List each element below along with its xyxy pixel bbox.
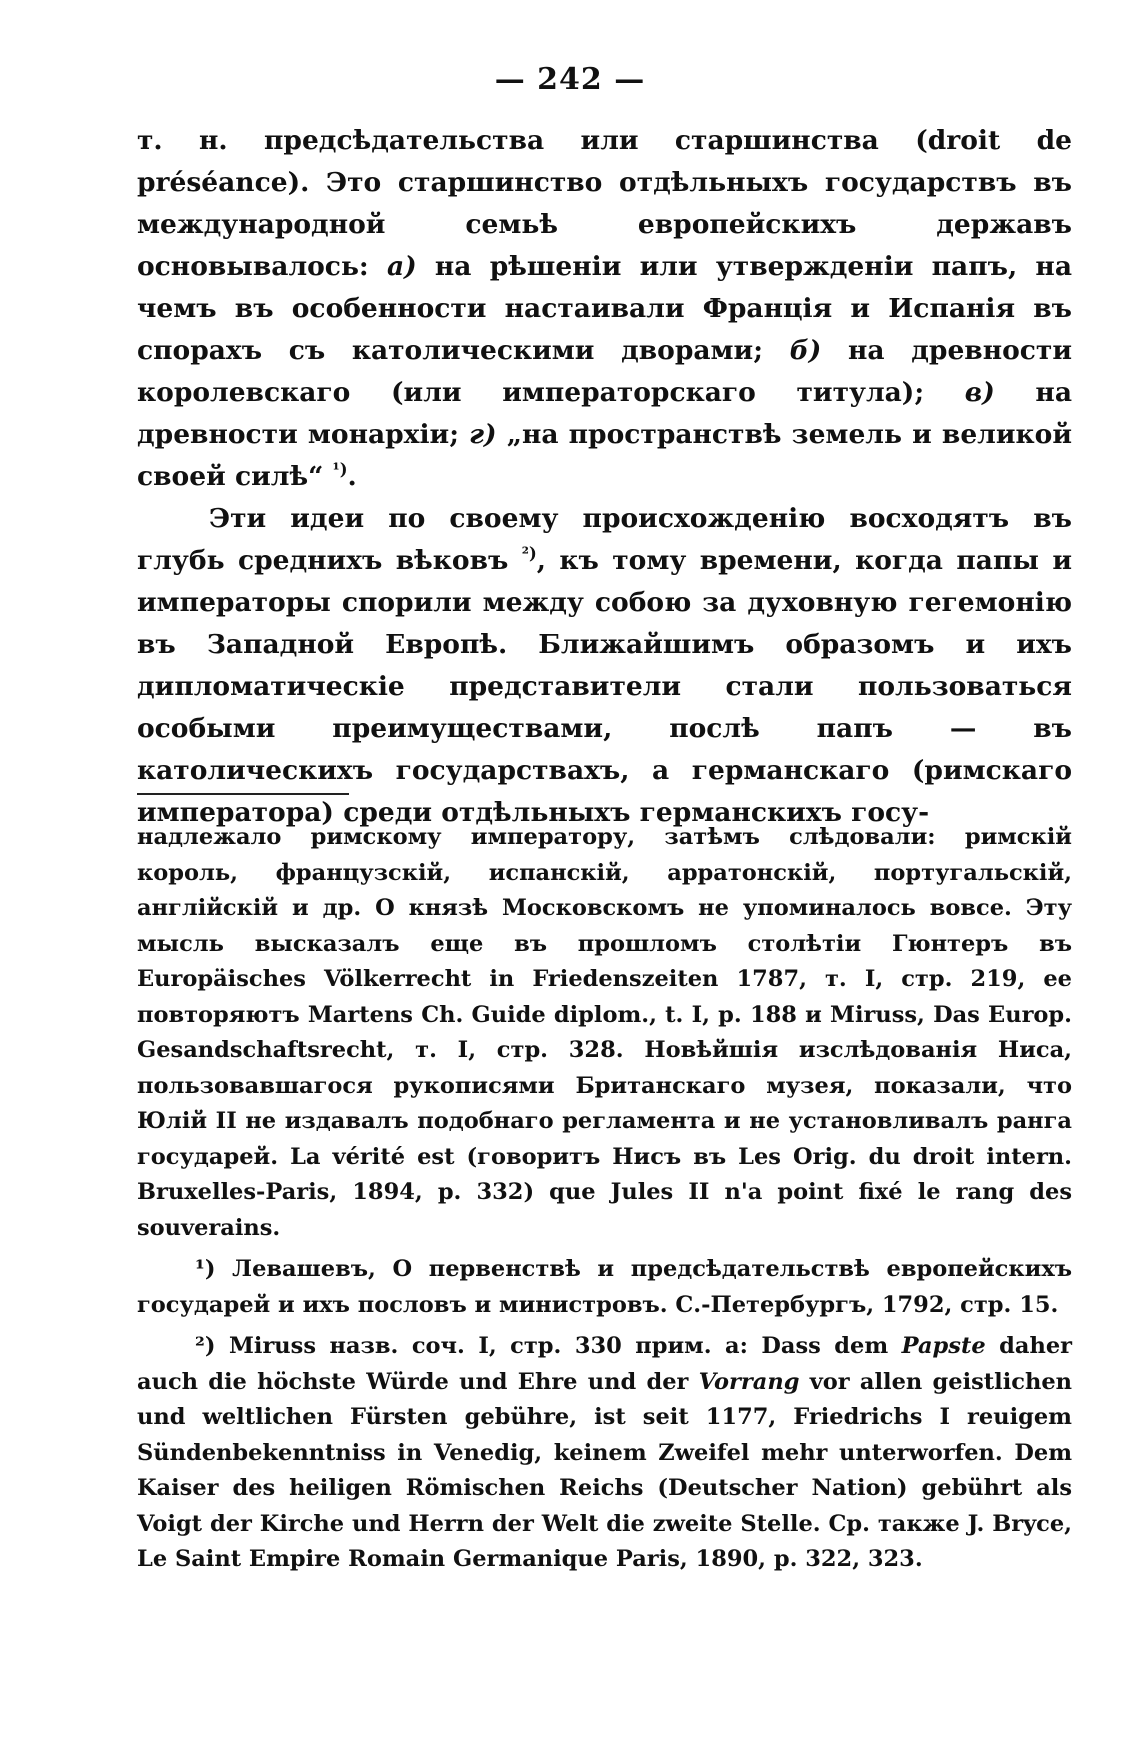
paragraph-1-text-e: „на пространствѣ земель и великой своей силѣ“ bbox=[137, 419, 1072, 492]
footnote-separator bbox=[137, 793, 349, 795]
paragraph-1-text-f: . bbox=[347, 461, 357, 492]
footnote-1-text: Левашевъ, О первенствѣ и предсѣдательствѣ европейскихъ государей и ихъ пословъ и министровъ. С.-Петербургъ, 1792, стр. 15. bbox=[137, 1256, 1072, 1318]
item-marker-c: в) bbox=[964, 377, 995, 408]
paragraph-1-text-d: на древности монархіи; bbox=[137, 377, 1072, 450]
paragraph-2 bbox=[137, 498, 1072, 834]
footnote-2 bbox=[137, 1329, 1072, 1578]
paragraph-1 bbox=[137, 120, 1072, 498]
footnote-2-text-c: vor allen geistlichen und weltlichen Fürsten gebühre, ist seit 1177, Friedrichs I reuigem Sündenbekenntniss in Venedig, keinem Zweifel mehr unterworfen. Dem Kaiser des heiligen Römischen Reichs (Deutscher Nation) gebührt als Voigt der Kirche und Herrn der Welt die zweite Stelle. Cp. также J. Bryce, Le Saint Empire Romain Germanique Paris, 1890, p. 322, 323. bbox=[137, 1368, 1073, 1572]
footnotes bbox=[137, 820, 1072, 1578]
paragraph-2-text-b: , къ тому времени, когда папы и императоры спорили между собою за духовную гегемонію въ Западной Европѣ. Ближайшимъ образомъ и ихъ дипломатическіе представители стали пользоваться особыми преимуществами, послѣ папъ — въ католическихъ государствахъ, а германскаго (римскаго императора) среди отдѣльныхъ германскихъ госу- bbox=[137, 545, 1072, 828]
paragraph-1-text-c: на древности королевскаго (или императорскаго титула); bbox=[137, 335, 1072, 408]
footnote-1 bbox=[137, 1252, 1072, 1323]
footnote-2-italic-a: Papste bbox=[901, 1333, 986, 1359]
footnote-2-text-b: daher auch die höchste Würde und Ehre und der bbox=[137, 1333, 1072, 1395]
footnote-continuation: надлежало римскому императору, затѣмъ слѣдовали: римскій король, французскій, испанскій, арратонскій, португальскій, англійскій и др. О князѣ Московскомъ не упоминалось вовсе. Эту мысль высказалъ еще въ прошломъ столѣтіи Гюнтеръ въ Europäisches Völkerrecht in Friedenszeiten 1787, т. I, стр. 219, ее повторяютъ Martens Ch. Guide diplom., t. I, p. 188 и Miruss, Das Europ. Gesandschaftsrecht, т. I, стр. 328. Новѣйшія изслѣдованія Ниса, пользовавшагося рукописями Британскаго музея, показали, что Юлій II не издавалъ подобнаго регламента и не установливалъ ранга государей. La vérité est (говоритъ Нисъ въ Les Orig. du droit intern. Bruxelles-Paris, 1894, p. 332) que Jules II n'a point fixé le rang des souverains. bbox=[137, 824, 1072, 1241]
paragraph-1-text-b: на рѣшеніи или утвержденіи папъ, на чемъ въ особенности настаивали Франція и Испанія въ спорахъ съ католическими дворами; bbox=[137, 251, 1072, 366]
item-marker-d: г) bbox=[469, 419, 497, 450]
footnote-ref-2: ²) bbox=[521, 544, 537, 564]
paragraph-2-text-a: Эти идеи по своему происхожденію восходятъ въ глубь среднихъ вѣковъ bbox=[137, 503, 1072, 576]
footnote-2-italic-b: Vorrang bbox=[698, 1368, 800, 1395]
footnote-2-marker: ²) bbox=[195, 1333, 216, 1359]
page-number: — 242 — bbox=[494, 62, 646, 97]
main-text bbox=[137, 120, 1072, 834]
item-marker-b: б) bbox=[789, 335, 822, 366]
footnote-1-marker: ¹) bbox=[195, 1256, 216, 1282]
footnote-2-text-a: Miruss назв. соч. I, стр. 330 прим. а: Dass dem bbox=[215, 1333, 902, 1359]
item-marker-a: а) bbox=[386, 251, 417, 282]
paragraph-1-text-a: т. н. предсѣдательства или старшинства (droit de préséance). Это старшинство отдѣльныхъ государствъ въ международной семьѣ европейскихъ державъ основывалось: bbox=[137, 125, 1072, 282]
footnote-ref-1: ¹) bbox=[332, 460, 348, 480]
